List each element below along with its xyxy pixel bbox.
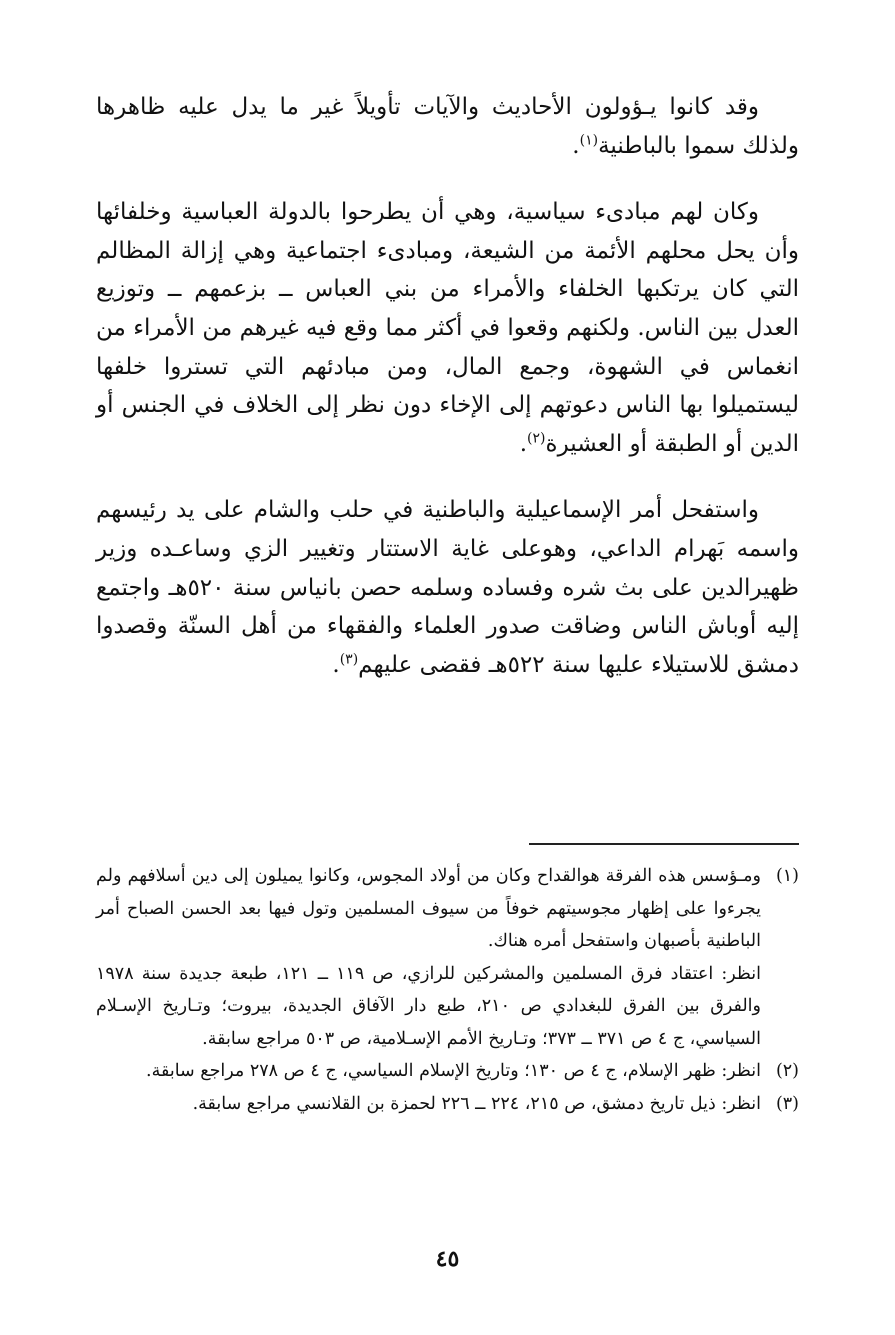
paragraph-2	[96, 193, 799, 463]
paragraph-2-end: .	[519, 430, 528, 457]
footnote-1-line-2: انظر: اعتقاد فرق المسلمين والمشركين للرازي، ص ١١٩ ــ ١٢١، طبعة جديدة سنة ١٩٧٨ والفرق بين الفرق للبغدادي ص ٢١٠، طبع دار الآفاق الجديدة، بيروت؛ وتـاريخ الإسـلام السياسي، ج ٤ ص ٣٧١ ــ ٣٧٣؛ وتـاريخ الأمم الإسـلامية، ص ٥٠٣ مراجع سابقة.	[96, 963, 761, 1049]
footnote-2	[96, 1055, 799, 1088]
footnote-ref-1: (١)	[579, 131, 599, 148]
paragraph-1	[96, 88, 799, 165]
page-number: ٤٥	[435, 1246, 460, 1272]
footnotes-section	[96, 860, 799, 1120]
footnote-1-line-1: ومـؤسس هذه الفرقة هوالقداح وكان من أولاد المجوس، وكانوا يميلون إلى دين أسلافهم ولم يجرءوا على إظهار مجوسيتهم خوفاً من سيوف المسلمين وتول فيها بعد الحسن الصباح أمر الباطنية بأصبهان واستفحل أمره هناك.	[96, 866, 761, 951]
footnote-3	[96, 1088, 799, 1121]
paragraph-3	[96, 491, 799, 684]
paragraph-2-text: وكان لهم مبادىء سياسية، وهي أن يطرحوا بالدولة العباسية وخلفائها وأن يحل محلهم الأئمة من الشيعة، ومبادىء اجتماعية وهي إزالة المظالم التي كان يرتكبها الخلفاء والأمراء من بني العباس ــ بزعمهم ــ وتوزيع العدل بين الناس. ولكنهم وقعوا في أكثر مما وقع فيه غيرهم من الأمراء من انغماس في الشهوة، وجمع المال، ومن مبادئهم التي تستروا خلفها ليستميلوا بها الناس دعوتهم إلى الإخاء دون نظر إلى الخلاف في الجنس أو الدين أو الطبقة أو العشيرة	[96, 199, 799, 457]
footnote-ref-3: (٣)	[339, 651, 359, 668]
footnote-divider	[529, 843, 799, 845]
paragraph-1-text: وقد كانوا يـؤولون الأحاديث والآيات تأويلاً غير ما يدل عليه ظاهرها ولذلك سموا بالباطنية	[96, 94, 799, 159]
footnote-1-number: (١)	[775, 866, 799, 886]
paragraph-3-end: .	[332, 651, 340, 678]
footnote-2-line-1: انظر: ظهر الإسلام، ج ٤ ص ١٣٠؛ وتاريخ الإسلام السياسي، ج ٤ ص ٢٧٨ مراجع سابقة.	[146, 1061, 761, 1081]
paragraph-1-end: .	[572, 132, 580, 159]
footnote-1	[96, 860, 799, 1055]
footnote-ref-2: (٢)	[527, 430, 546, 447]
footnote-2-number: (٢)	[775, 1061, 799, 1081]
main-text	[96, 88, 799, 684]
footnote-3-number: (٣)	[775, 1093, 799, 1114]
paragraph-3-text: واستفحل أمر الإسماعيلية والباطنية في حلب والشام على يد رئيسهم واسمه بَهرام الداعي، وهوعلى غاية الاستتار وتغيير الزي وساعـده وزير ظهيرالدين على بث شره وفساده وسلمه حصن بانياس سنة ٥٢٠هـ واجتمع إليه أوباش الناس وضاقت صدور العلماء والفقهاء من أهل السنّة وقصدوا دمشق للاستيلاء عليها سنة ٥٢٢هـ فقضى عليهم	[96, 497, 799, 678]
footnote-3-line-1: انظر: ذيل تاريخ دمشق، ص ٢١٥، ٢٢٤ ــ ٢٢٦ لحمزة بن القلانسي مراجع سابقة.	[192, 1093, 761, 1114]
